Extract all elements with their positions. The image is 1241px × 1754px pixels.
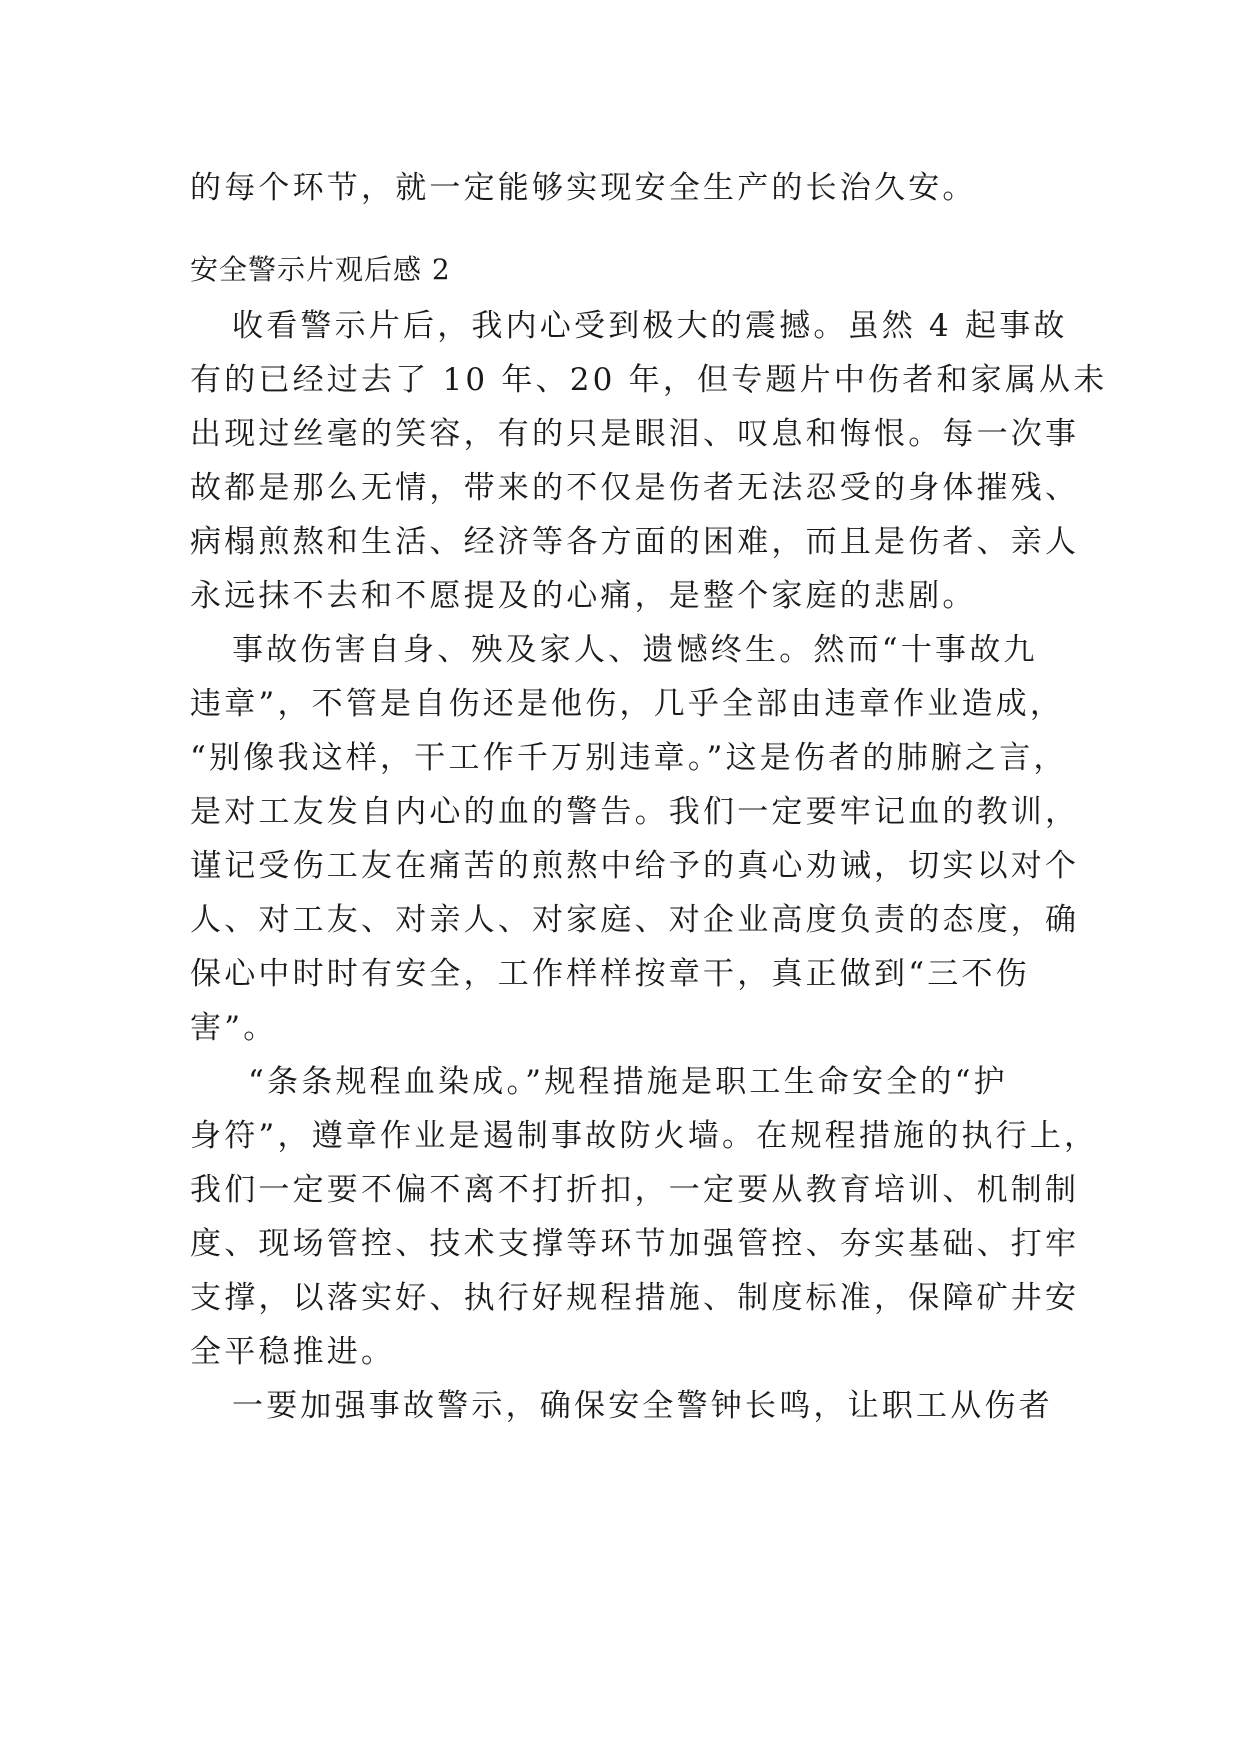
paragraph-3-line-1: “条条规程血染成。”规程措施是职工生命安全的“护 [248,1064,1008,1100]
paragraph-3-line-3: 我们一定要不偏不离不打折扣，一定要从教育培训、机制制 [190,1172,1080,1208]
paragraph-2-line-8: 害”。 [190,1010,278,1046]
paragraph-2-line-3: “别像我这样，干工作千万别违章。”这是伤者的肺腑之言， [190,740,1068,776]
paragraph-1-line-4: 故都是那么无情，带来的不仅是伤者无法忍受的身体摧残、 [190,470,1080,506]
paragraph-3-line-5: 支撑，以落实好、执行好规程措施、制度标准，保障矿井安 [190,1280,1080,1316]
paragraph-1-line-2: 有的已经过去了 10 年、20 年，但专题片中伤者和家属从未 [190,362,1108,398]
paragraph-2-line-2: 违章”，不管是自伤还是他伤，几乎全部由违章作业造成， [190,686,1065,722]
paragraph-1-line-6: 永远抹不去和不愿提及的心痛，是整个家庭的悲剧。 [190,578,977,614]
paragraph-3-line-4: 度、现场管控、技术支撑等环节加强管控、夯实基础、打牢 [190,1226,1080,1262]
paragraph-1-line-3: 出现过丝毫的笑容，有的只是眼泪、叹息和悔恨。每一次事 [190,416,1080,452]
paragraph-4-line-1: 一要加强事故警示，确保安全警钟长鸣，让职工从伤者 [232,1388,1053,1424]
paragraph-1-line-5: 病榻煎熬和生活、经济等各方面的困难，而且是伤者、亲人 [190,524,1080,560]
text-line-1: 的每个环节，就一定能够实现安全生产的长治久安。 [190,170,977,206]
section-heading: 安全警示片观后感 2 [190,253,451,286]
paragraph-2-line-4: 是对工友发自内心的血的警告。我们一定要牢记血的教训， [190,794,1080,830]
paragraph-1-line-1: 收看警示片后，我内心受到极大的震撼。虽然 4 起事故 [232,308,1068,344]
paragraph-2-line-6: 人、对工友、对亲人、对家庭、对企业高度负责的态度，确 [190,902,1080,938]
paragraph-3-line-6: 全平稳推进。 [190,1334,396,1370]
paragraph-2-line-7: 保心中时时有安全，工作样样按章干，真正做到“三不伤 [190,956,1030,992]
paragraph-2-line-1: 事故伤害自身、殃及家人、遗憾终生。然而“十事故九 [232,632,1038,668]
paragraph-3-line-2: 身符”，遵章作业是遏制事故防火墙。在规程措施的执行上， [190,1118,1099,1154]
paragraph-2-line-5: 谨记受伤工友在痛苦的煎熬中给予的真心劝诫，切实以对个 [190,848,1080,884]
